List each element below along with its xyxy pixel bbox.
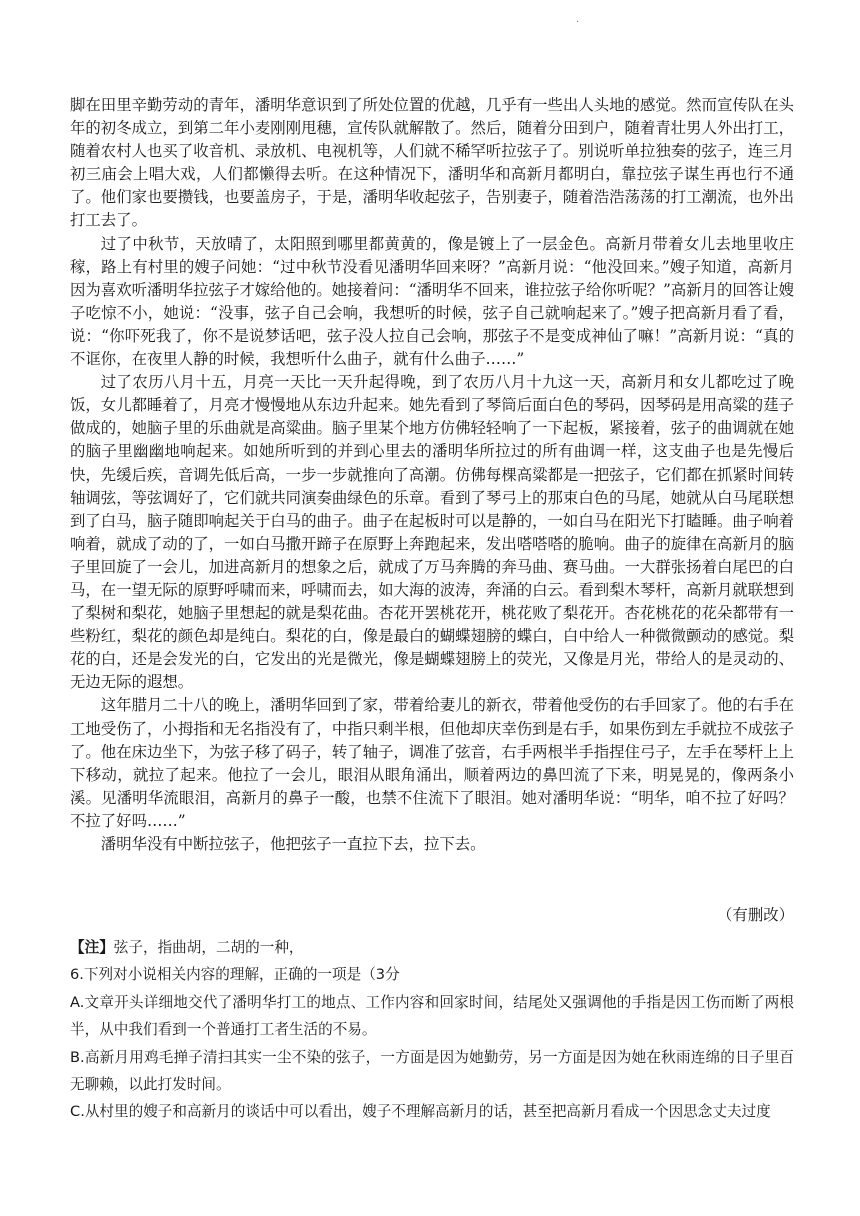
story-paragraph-1: 脚在田里辛勤劳动的青年，潘明华意识到了所处位置的优越，几乎有一些出人头地的感觉。然而宣传队在头年的初冬成立，到第二年小麦刚刚甩穗，宣传队就解散了。然后，随着分田到户，随着青壮男人外出打工，随着农村人也买了收音机、录放机、电视机等，人们就不稀罕听拉弦子了。别说听单拉独奏的弦子，连三月初三庙会上唱大戏，人们都懒得去听。在这种情况下，潘明华和高新月都明白，靠拉弦子谋生再也行不通了。他们家也要攒钱，也要盖房子，于是，潘明华收起弦子，告别妻子，随着浩浩荡荡的打工潮流，也外出打工去了。 (70, 96, 794, 230)
question-stem: 6.下列对小说相关内容的理解，正确的一项是（3分 (70, 966, 400, 984)
story-paragraph-4: 这年腊月二十八的晚上，潘明华回到了家，带着给妻儿的新衣，带着他受伤的右手回家了。他的右手在工地受伤了，小拇指和无名指没有了，中指只剩半根，但他却庆幸伤到是右手，如果伤到左手就拉不成弦子了。他在床边坐下，为弦子移了码子，转了轴子，调准了弦音，右手两根半手指捏住弓子，左手在琴杆上上下移动，就拉了起来。他拉了一会儿，眼泪从眼角涌出，顺着两边的鼻凹流了下来，明晃晃的，像两条小溪。见潘明华流眼泪，高新月的鼻子一酸，也禁不住流下了眼泪。她对潘明华说：“明华，咱不拉了好吗？不拉了好吗……” (70, 696, 794, 830)
story-paragraph-5: 潘明华没有中断拉弦子，他把弦子一直拉下去，拉下去。 (100, 835, 486, 853)
option-c: C.从村里的嫂子和高新月的谈话中可以看出，嫂子不理解高新月的话，甚至把高新月看成一个因思念丈夫过度 (70, 1103, 771, 1121)
annotation-text: 弦子，指曲胡，二胡的一种， (113, 939, 304, 956)
story-text (70, 94, 794, 856)
option-b: B.高新月用鸡毛掸子清扫其实一尘不染的弦子，一方面是因为她勤劳，另一方面是因为她在秋雨连绵的日子里百无聊赖，以此打发时间。 (70, 1048, 794, 1094)
question-section (70, 934, 794, 1126)
story-paragraph-3: 过了农历八月十五，月亮一天比一天升起得晚，到了农历八月十九这一天，高新月和女儿都吃过了晚饭，女儿都睡着了，月亮才慢慢地从东边升起来。她先看到了琴筒后面白色的琴码，因琴码是用高粱的莛子做成的，她脑子里的乐曲就是高粱曲。脑子里某个地方仿佛轻轻响了一下起板，紧接着，弦子的曲调就在她的脑子里幽幽地响起来。如她所听到的并到心里去的潘明华所拉过的所有曲调一样，这支曲子也是先慢后快，先缓后疾，音调先低后高，一步一步就推向了高潮。仿佛每棵高粱都是一把弦子，它们都在抓紧时间转轴调弦，等弦调好了，它们就共同演奏曲绿色的乐章。看到了琴弓上的那束白色的马尾，她就从白马尾联想到了白马，脑子随即响起关于白马的曲子。曲子在起板时可以是静的，一如白马在阳光下打瞌睡。曲子响着响着，就成了动的了，一如白马撒开蹄子在原野上奔跑起来，发出嗒嗒嗒的脆响。曲子的旋律在高新月的脑子里回旋了一会儿，加进高新月的想象之后，就成了万马奔腾的奔马曲、赛马曲。一大群张扬着白尾巴的白马，在一望无际的原野呼啸而来，呼啸而去，如大海的波涛，奔涌的白云。看到梨木琴杆，高新月就联想到了梨树和梨花，她脑子里想起的就是梨花曲。杏花开罢桃花开，桃花败了梨花开。杏花桃花的花朵都带有一些粉红，梨花的颜色却是纯白。梨花的白，像是最白的蝴蝶翅膀的蝶白，白中给人一种微微颤动的感觉。梨花的白，还是会发光的白，它发出的光是微光，像是蝴蝶翅膀上的荧光，又像是月光，带给人的是灵动的、无边无际的遐想。 (70, 373, 794, 692)
story-paragraph-2: 过了中秋节，天放晴了，太阳照到哪里都黄黄的，像是镀上了一层金色。高新月带着女儿去地里收庄稼，路上有村里的嫂子问她：“过中秋节没看见潘明华回来呀？”高新月说：“他没回来。”嫂子知道，高新月因为喜欢听潘明华拉弦子才嫁给他的。她接着问：“潘明华不回来，谁拉弦子给你听呢？”高新月的回答让嫂子吃惊不小，她说：“没事，弦子自己会响，我想听的时候，弦子自己就响起来了。”嫂子把高新月看了看，说：“你吓死我了，你不是说梦话吧，弦子没人拉自己会响，那弦子不是变成神仙了嘛！”高新月说：“真的不诓你，在夜里人静的时候，我想听什么曲子，就有什么曲子……” (70, 234, 794, 369)
option-a: A.文章开头详细地交代了潘明华打工的地点、工作内容和回家时间，结尾处又强调他的手指是因工伤而断了两根半，从中我们看到一个普通打工者生活的不易。 (70, 993, 794, 1039)
header-mark: . (576, 14, 580, 25)
source-note: （有删改） (717, 906, 794, 924)
annotation-label: 【注】 (70, 939, 114, 956)
annotation (70, 934, 794, 961)
